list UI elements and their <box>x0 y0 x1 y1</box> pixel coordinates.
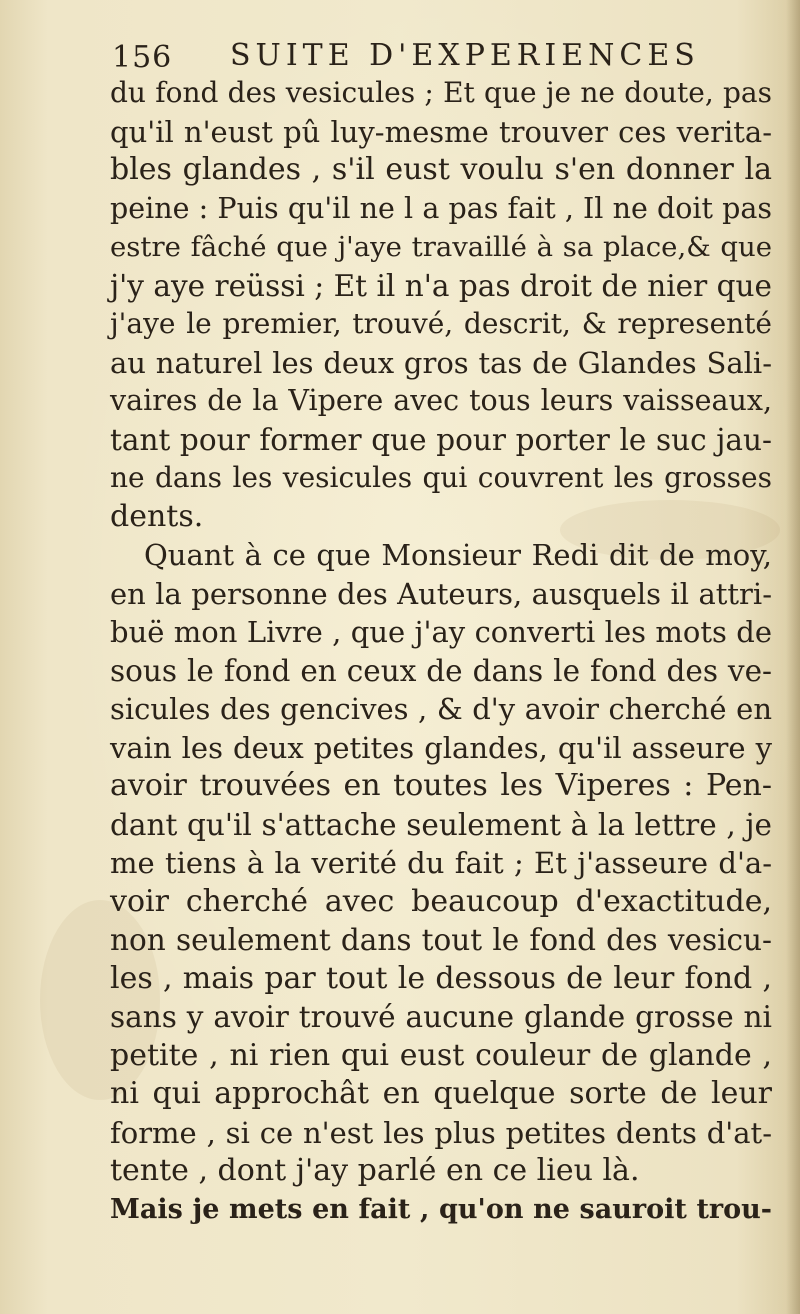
text-line: du fond des vesicules ; Et que je ne doute, pas <box>110 76 772 109</box>
text-line: tente , dont j'ay parlé en ce lieu là. <box>110 1153 640 1188</box>
text-line: peine : Puis qu'il ne l a pas fait , Il ne doit pas <box>110 191 772 225</box>
text-line: sicules des gencives , & d'y avoir cherché en <box>110 692 772 726</box>
text-line: me tiens à la verité du fait ; Et j'asseure d'a- <box>110 846 772 880</box>
text-line: non seulement dans tout le fond des vesicu- <box>110 923 772 957</box>
text-line: petite , ni rien qui eust couleur de glande , <box>110 1037 772 1073</box>
text-line: buë mon Livre , que j'ay converti les mots de <box>110 615 772 649</box>
text-line: j'aye le premier, trouvé, descrit, & representé <box>110 307 772 340</box>
page-edge-shadow <box>786 0 800 1314</box>
text-line: j'y aye reüssi ; Et il n'a pas droit de nier que <box>110 268 772 303</box>
text-line: sans y avoir trouvé aucune glande grosse ni <box>110 1000 772 1034</box>
text-line: qu'il n'eust pû luy-mesme trouver ces verita- <box>110 114 772 149</box>
body-text <box>110 74 772 1229</box>
text-line: bles glandes , s'il eust voulu s'en donner la <box>110 152 772 187</box>
text-line: avoir trouvées en toutes les Viperes : Pen- <box>110 768 772 803</box>
text-line: sous le fond en ceux de dans le fond des ve- <box>110 653 772 688</box>
text-line: ne dans les vesicules qui couvrent les grosses <box>110 461 772 494</box>
text-line: dents. <box>110 498 204 534</box>
text-line: au naturel les deux gros tas de Glandes Sali- <box>110 345 772 380</box>
text-line: vaires de la Vipere avec tous leurs vaisseaux, <box>110 384 772 417</box>
catchline: Mais je mets en fait , qu'on ne sauroit trou- <box>110 1193 772 1225</box>
text-line: dant qu'il s'attache seulement à la lettre , je <box>110 807 772 842</box>
page-number: 156 <box>112 40 173 75</box>
text-line: forme , si ce n'est les plus petites dents d'at- <box>110 1115 772 1150</box>
text-line: vain les deux petites glandes, qu'il asseure y <box>110 730 772 765</box>
paragraph-start-line: Quant à ce que Monsieur Redi dit de moy, <box>144 538 772 572</box>
text-line: en la personne des Auteurs, ausquels il attri- <box>110 576 772 611</box>
running-head: SUITE D'EXPERIENCES <box>230 38 700 73</box>
text-line: voir cherché avec beaucoup d'exactitude, <box>110 883 772 919</box>
text-line: tant pour former que pour porter le suc jau- <box>110 422 772 457</box>
text-line: les , mais par tout le dessous de leur fond , <box>110 960 772 996</box>
text-line: estre fâché que j'aye travaillé à sa place,& que <box>110 231 772 263</box>
text-line: ni qui approchât en quelque sorte de leur <box>110 1076 772 1111</box>
